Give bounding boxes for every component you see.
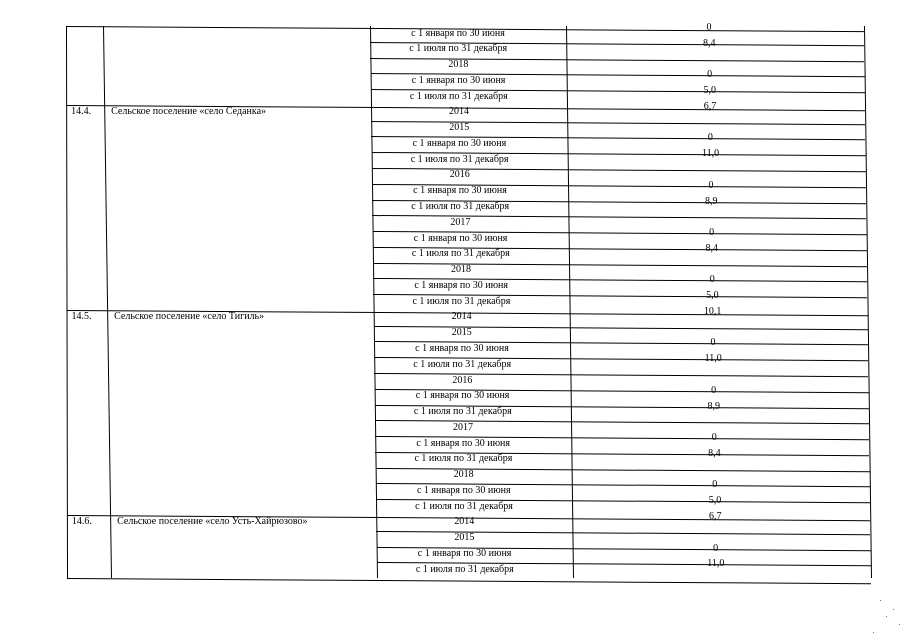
period-cell: 2018 — [448, 59, 469, 70]
tariff-value: 0 — [713, 542, 719, 554]
period-cell: с 1 января по 30 июня — [411, 74, 506, 86]
row-divider-line — [376, 468, 870, 472]
period-cell: с 1 января по 30 июня — [411, 27, 505, 39]
tariff-value: 5,0 — [708, 495, 722, 507]
row-number: 14.5. — [71, 311, 92, 323]
period-cell: с 1 июля по 31 декабря — [411, 248, 510, 260]
period-cell: 2017 — [450, 216, 471, 228]
scan-speck — [886, 616, 887, 617]
row-divider-line — [372, 215, 866, 219]
period-cell: с 1 января по 30 июня — [415, 342, 509, 354]
period-cell: 2015 — [449, 122, 470, 134]
tariff-value: 5,0 — [706, 290, 719, 302]
tariff-value: 8,4 — [702, 37, 716, 49]
period-cell: 2016 — [449, 169, 470, 181]
period-cell: с 1 января по 30 июня — [415, 390, 510, 402]
row-divider-line — [372, 168, 866, 172]
scan-speck — [893, 609, 894, 610]
tariff-value: 8,4 — [708, 447, 721, 459]
column-divider-name — [370, 26, 378, 578]
period-cell: с 1 июля по 31 декабря — [409, 43, 508, 55]
period-cell: с 1 июля по 31 декабря — [409, 90, 508, 102]
tariff-value: 6,7 — [703, 100, 717, 112]
tariff-value: 8,4 — [705, 242, 719, 254]
period-cell: с 1 июля по 31 декабря — [413, 406, 512, 417]
period-cell: с 1 января по 30 июня — [412, 137, 507, 149]
table-border-bottom — [67, 578, 871, 584]
table-border-left — [66, 26, 68, 578]
period-cell: с 1 июля по 31 декабря — [415, 500, 513, 512]
period-cell: с 1 января по 30 июня — [417, 548, 512, 559]
tariff-value: 8,9 — [707, 400, 721, 412]
period-cell: 2014 — [454, 516, 475, 528]
period-cell: с 1 января по 30 июня — [413, 185, 507, 197]
period-cell: 2018 — [453, 469, 474, 481]
period-cell: с 1 января по 30 июня — [414, 279, 509, 291]
period-cell: с 1 июля по 31 декабря — [412, 295, 511, 307]
tariff-value: 0 — [709, 227, 715, 238]
scan-speck — [899, 624, 900, 625]
row-divider-line — [373, 263, 867, 267]
period-cell: 2015 — [451, 327, 472, 339]
row-divider-line — [375, 420, 869, 424]
tariff-value: 0 — [710, 337, 716, 349]
scan-speck — [873, 632, 874, 633]
period-cell: с 1 июля по 31 декабря — [410, 153, 509, 165]
tariff-value: 11,0 — [707, 558, 725, 570]
period-cell: 2015 — [454, 532, 475, 544]
tariff-value: 11,0 — [702, 148, 720, 160]
tariff-value: 11,0 — [704, 353, 722, 365]
tariff-value: 8,9 — [704, 195, 718, 207]
tariff-value: 0 — [712, 479, 718, 491]
tariff-value: 0 — [708, 179, 714, 191]
table-border-right — [864, 26, 872, 578]
settlement-name: Сельское поселение «село Усть-Хайрюзово» — [117, 516, 308, 528]
row-divider-line — [370, 58, 864, 62]
period-cell: 2017 — [453, 421, 473, 433]
row-divider-line — [374, 373, 868, 377]
period-cell: с 1 июля по 31 декабря — [413, 358, 512, 370]
period-cell: с 1 июля по 31 декабря — [415, 563, 514, 575]
tariff-value: 0 — [711, 432, 717, 444]
settlement-name: Сельское поселение «село Тигиль» — [114, 311, 265, 323]
period-cell: 2016 — [452, 374, 473, 386]
tariff-value: 0 — [707, 69, 713, 81]
period-cell: с 1 июля по 31 декабря — [411, 201, 510, 212]
tariff-value: 6,7 — [708, 510, 722, 522]
period-cell: с 1 июля по 31 декабря — [414, 453, 513, 465]
period-cell: 2014 — [451, 311, 472, 323]
tariff-value: 10,1 — [703, 305, 722, 317]
row-divider-line — [374, 326, 868, 330]
row-number: 14.6. — [71, 516, 92, 528]
period-cell: с 1 января по 30 июня — [413, 232, 508, 244]
tariff-value: 5,0 — [703, 85, 717, 97]
row-divider-line — [371, 121, 865, 125]
tariff-value: 0 — [711, 384, 717, 396]
period-cell: 2018 — [451, 264, 471, 276]
settlement-name: Сельское поселение «село Седанка» — [111, 106, 267, 118]
period-cell: 2014 — [449, 106, 469, 118]
period-cell: с 1 января по 30 июня — [416, 437, 511, 449]
row-number: 14.4. — [71, 106, 92, 118]
tariff-value: 0 — [709, 274, 715, 286]
tariff-value: 0 — [706, 22, 712, 33]
row-divider-line — [376, 531, 870, 535]
tariff-value: 0 — [707, 132, 713, 144]
scan-speck — [880, 600, 881, 601]
period-cell: с 1 января по 30 июня — [416, 484, 511, 496]
